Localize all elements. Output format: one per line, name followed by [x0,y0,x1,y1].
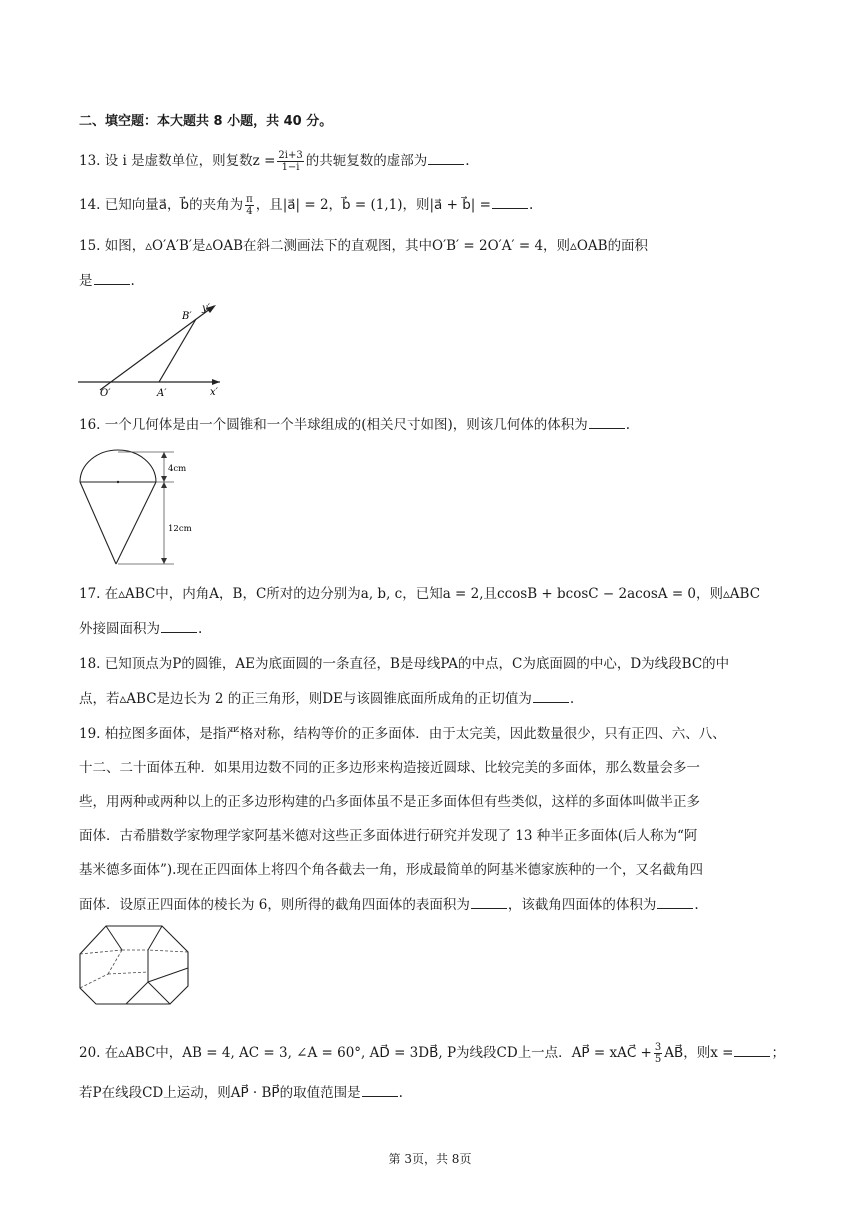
center-dot [117,481,119,483]
edge [148,968,188,982]
hemisphere-arc [80,450,156,482]
y-axis-line [100,306,214,390]
cone-right-edge [116,482,156,564]
cone-hemisphere-figure [76,446,206,570]
page-footer: 第 3页，共 8页 [388,1152,472,1166]
answer-blank[interactable] [589,414,625,429]
answer-blank[interactable] [492,194,528,209]
answer-blank[interactable] [94,270,130,285]
label-o: O′ [100,388,111,399]
question-19-line-6: 面体．设原正四面体的棱长为 6，则所得的截角四面体的表面积为 ，该截角四面体的体积为 . [79,894,699,915]
x-axis-arrow [212,379,220,385]
oblique-projection-figure [78,300,228,400]
question-17-line-2: 外接圆面积为 . [79,618,202,639]
question-18-line-2: 点，若▵ABC是边长为 2 的正三角形，则DE与该圆锥底面所成角的正切值为 . [79,688,574,709]
cone-left-edge [80,482,116,564]
hidden-edge [80,974,108,988]
question-15-line-2: 是 . [79,270,135,291]
q13-fraction: $\frac{2i+3}{1-i}$ [278,150,303,173]
answer-blank[interactable] [734,1042,770,1057]
hidden-edge [108,950,122,974]
question-15-line-1: 15. 如图，▵O′A′B′是▵OAB在斜二测画法下的直观图，其中O′B′ = 2O′A′ = 4，则▵OAB的面积 [79,238,649,254]
question-14: 14. 已知向量a⃗，b⃗的夹角为 $\frac{\pi}{4}$ ，且|a⃗| = 2，b⃗ = (1,1)，则|a⃗ + b⃗| = . [79,194,534,217]
hidden-edge [148,950,188,952]
edge [148,926,162,950]
height-label-4cm: 4cm [168,464,187,474]
question-19-line-4: 面体．古希腊数学家物理学家阿基米德对这些正多面体进行研究并发现了 13 种半正多面体(后人称为“阿 [79,828,698,844]
q13-text-2: 的共轭复数的虚部为 [305,153,428,169]
question-13: 13. 设 i 是虚数单位，则复数z = $\frac{2i+3}{1-i}$ 的共轭复数的虚部为 . [79,150,470,173]
q20-fraction: $\frac{3}{5}$ [654,1042,662,1065]
question-20-line-1: 20. 在▵ABC中，AB = 4, AC = 3, ∠A = 60°, AD⃗ = 3DB⃗, P为线段CD上一点．AP⃗ = xAC⃗ + $\frac{3}{5}$ AB⃗，则x = ； [79,1042,785,1065]
q13-math: z = [252,153,276,169]
edge [148,982,170,1004]
question-20-line-2: 若P在线段CD上运动，则AP⃗ · BP⃗的取值范围是 . [79,1082,403,1103]
q13-text: 13. 设 i 是虚数单位，则复数 [79,153,253,169]
hidden-edge [80,950,122,954]
answer-blank[interactable] [471,894,507,909]
label-y: y′ [202,303,210,314]
question-19-line-3: 些，用两种或两种以上的正多边形构建的凸多面体虽不是正多面体但有些类似，这样的多面体叫做半正多 [79,794,700,810]
outer-outline [80,926,188,1004]
dim-arrow-1 [161,452,167,458]
edge [106,926,122,950]
answer-blank[interactable] [362,1082,398,1097]
segment-a-b [159,319,196,382]
label-b: B′ [182,311,192,322]
question-19-line-2: 十二、二十面体五种．如果用边数不同的正多边形来构造接近圆球、比较完美的多面体，那么数量会多一 [79,760,700,776]
label-x: x′ [210,387,218,398]
question-18-line-1: 18. 已知顶点为P的圆锥，AE为底面圆的一条直径，B是母线PA的中点，C为底面圆的中心，D为线段BC的中 [79,656,730,672]
answer-blank[interactable] [428,150,464,165]
height-label-12cm: 12cm [168,524,192,534]
answer-blank[interactable] [533,688,569,703]
question-19-line-1: 19. 柏拉图多面体，是指严格对称，结构等价的正多面体．由于太完美，因此数量很少，只有正四、六、八、 [79,726,726,742]
dim-arrow-4 [161,558,167,564]
dim-arrow-2 [161,476,167,482]
question-16: 16. 一个几何体是由一个圆锥和一个半球组成的(相关尺寸如图)，则该几何体的体积为 . [79,414,630,435]
question-17-line-1: 17. 在▵ABC中，内角A，B，C所对的边分别为a, b, c，已知a = 2,且ccosB + bcosC − 2acosA = 0，则▵ABC [79,586,761,602]
section-title: 二、填空题：本大题共 8 小题，共 40 分。 [79,114,333,129]
answer-blank[interactable] [161,618,197,633]
hidden-edge [108,972,148,974]
question-19-line-5: 基米德多面体”).现在正四面体上将四个角各截去一角，形成最简单的阿基米德家族种的一个，又名截角四 [79,862,703,878]
label-a: A′ [157,388,167,399]
truncated-tetrahedron-figure [78,922,194,1008]
edge [126,982,148,1004]
answer-blank[interactable] [657,894,693,909]
dim-arrow-3 [161,482,167,488]
q14-fraction: $\frac{\pi}{4}$ [246,194,253,217]
